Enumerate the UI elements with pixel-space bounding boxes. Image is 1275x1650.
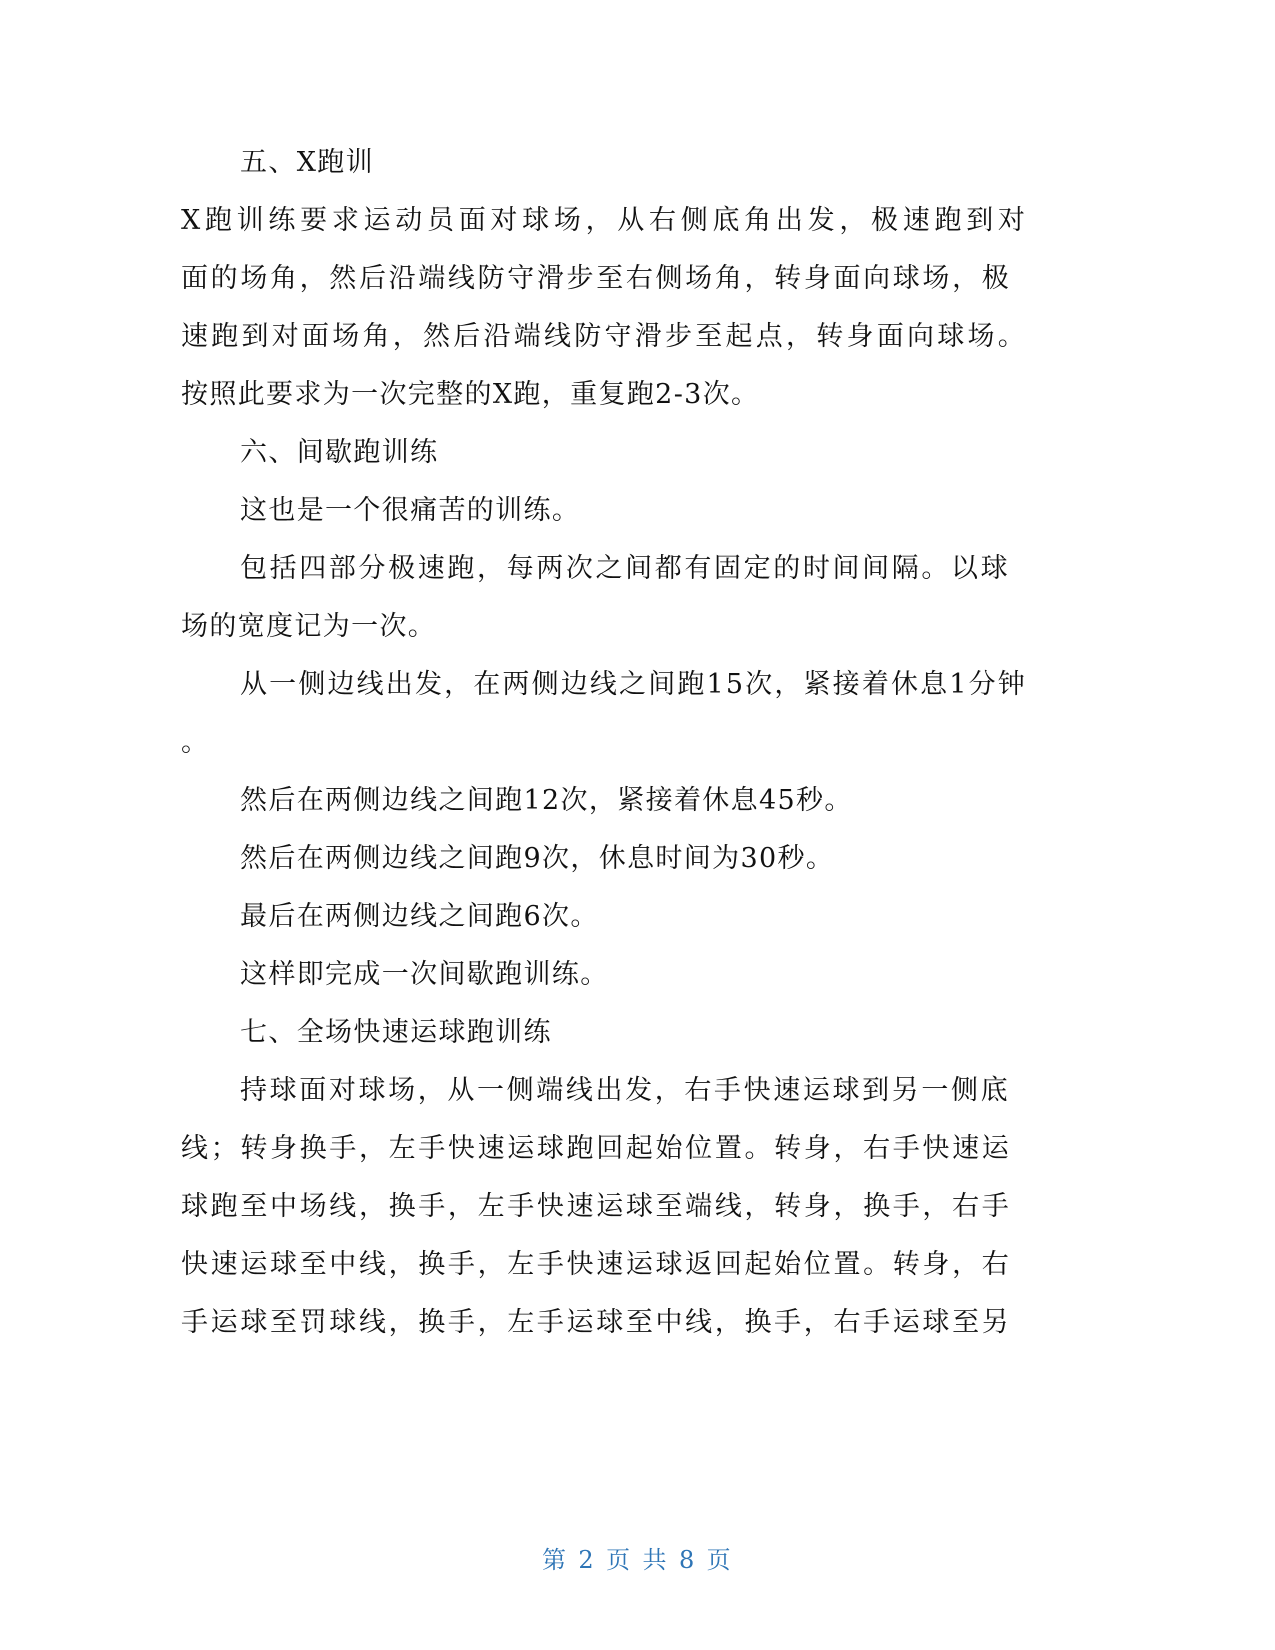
paragraph-line: 快 速 运 球 至 中 线 ， 换 手 ， 左 手 快 速 运 球 返 回 起 始 位 置 。 转 身 ， 右 — [181, 1249, 1009, 1280]
paragraph-line: 持 球 面 对 球 场 ， 从 一 侧 端 线 出 发 ， 右 手 快 速 运 球 到 另 一 侧 底 — [240, 1075, 1008, 1106]
paragraph-line: X 跑 训 练 要 求 运 动 员 面 对 球 场 ， 从 右 侧 底 角 出 发 ， 极 速 跑 到 对 — [181, 205, 1025, 236]
paragraph-line: 球 跑 至 中 场 线 ， 换 手 ， 左 手 快 速 运 球 至 端 线 ， 转 身 ， 换 手 ， 右 手 — [181, 1191, 1009, 1222]
paragraph-line: 。 — [181, 727, 210, 758]
page-number-footer: 第 2 页 共 8 页 — [541, 1546, 734, 1574]
paragraph-line: 按照此要求为一次完整的X跑，重复跑2-3次。 — [181, 379, 760, 410]
section-heading-x-run: 五、X跑训 — [240, 147, 374, 178]
paragraph-line: 这也是一个很痛苦的训练。 — [240, 495, 581, 526]
section-heading-interval-run: 六、间歇跑训练 — [240, 437, 439, 468]
paragraph-line: 然后在两侧边线之间跑9次，休息时间为30秒。 — [240, 843, 835, 874]
paragraph-line: 场的宽度记为一次。 — [181, 611, 437, 642]
paragraph-line: 线 ； 转 身 换 手 ， 左 手 快 速 运 球 跑 回 起 始 位 置 。 转 身 ， 右 手 快 速 运 — [181, 1133, 1009, 1164]
paragraph-line: 速 跑 到 对 面 场 角 ， 然 后 沿 端 线 防 守 滑 步 至 起 点 ， 转 身 面 向 球 场 。 — [181, 321, 1025, 352]
paragraph-line: 这样即完成一次间歇跑训练。 — [240, 959, 609, 990]
paragraph-line: 最后在两侧边线之间跑6次。 — [240, 901, 599, 932]
paragraph-line: 从 一 侧 边 线 出 发 ， 在 两 侧 边 线 之 间 跑 1 5 次 ， 紧 接 着 休 息 1 分 钟 — [240, 669, 1025, 700]
section-heading-dribble-run: 七、全场快速运球跑训练 — [240, 1017, 552, 1048]
paragraph-line: 手 运 球 至 罚 球 线 ， 换 手 ， 左 手 运 球 至 中 线 ， 换 手 ， 右 手 运 球 至 另 — [181, 1307, 1009, 1338]
paragraph-line: 面 的 场 角 ， 然 后 沿 端 线 防 守 滑 步 至 右 侧 场 角 ， 转 身 面 向 球 场 ， 极 — [181, 263, 1009, 294]
paragraph-line: 包 括 四 部 分 极 速 跑 ， 每 两 次 之 间 都 有 固 定 的 时 间 间 隔 。 以 球 — [240, 553, 1008, 584]
paragraph-line: 然后在两侧边线之间跑12次，紧接着休息45秒。 — [240, 785, 853, 816]
